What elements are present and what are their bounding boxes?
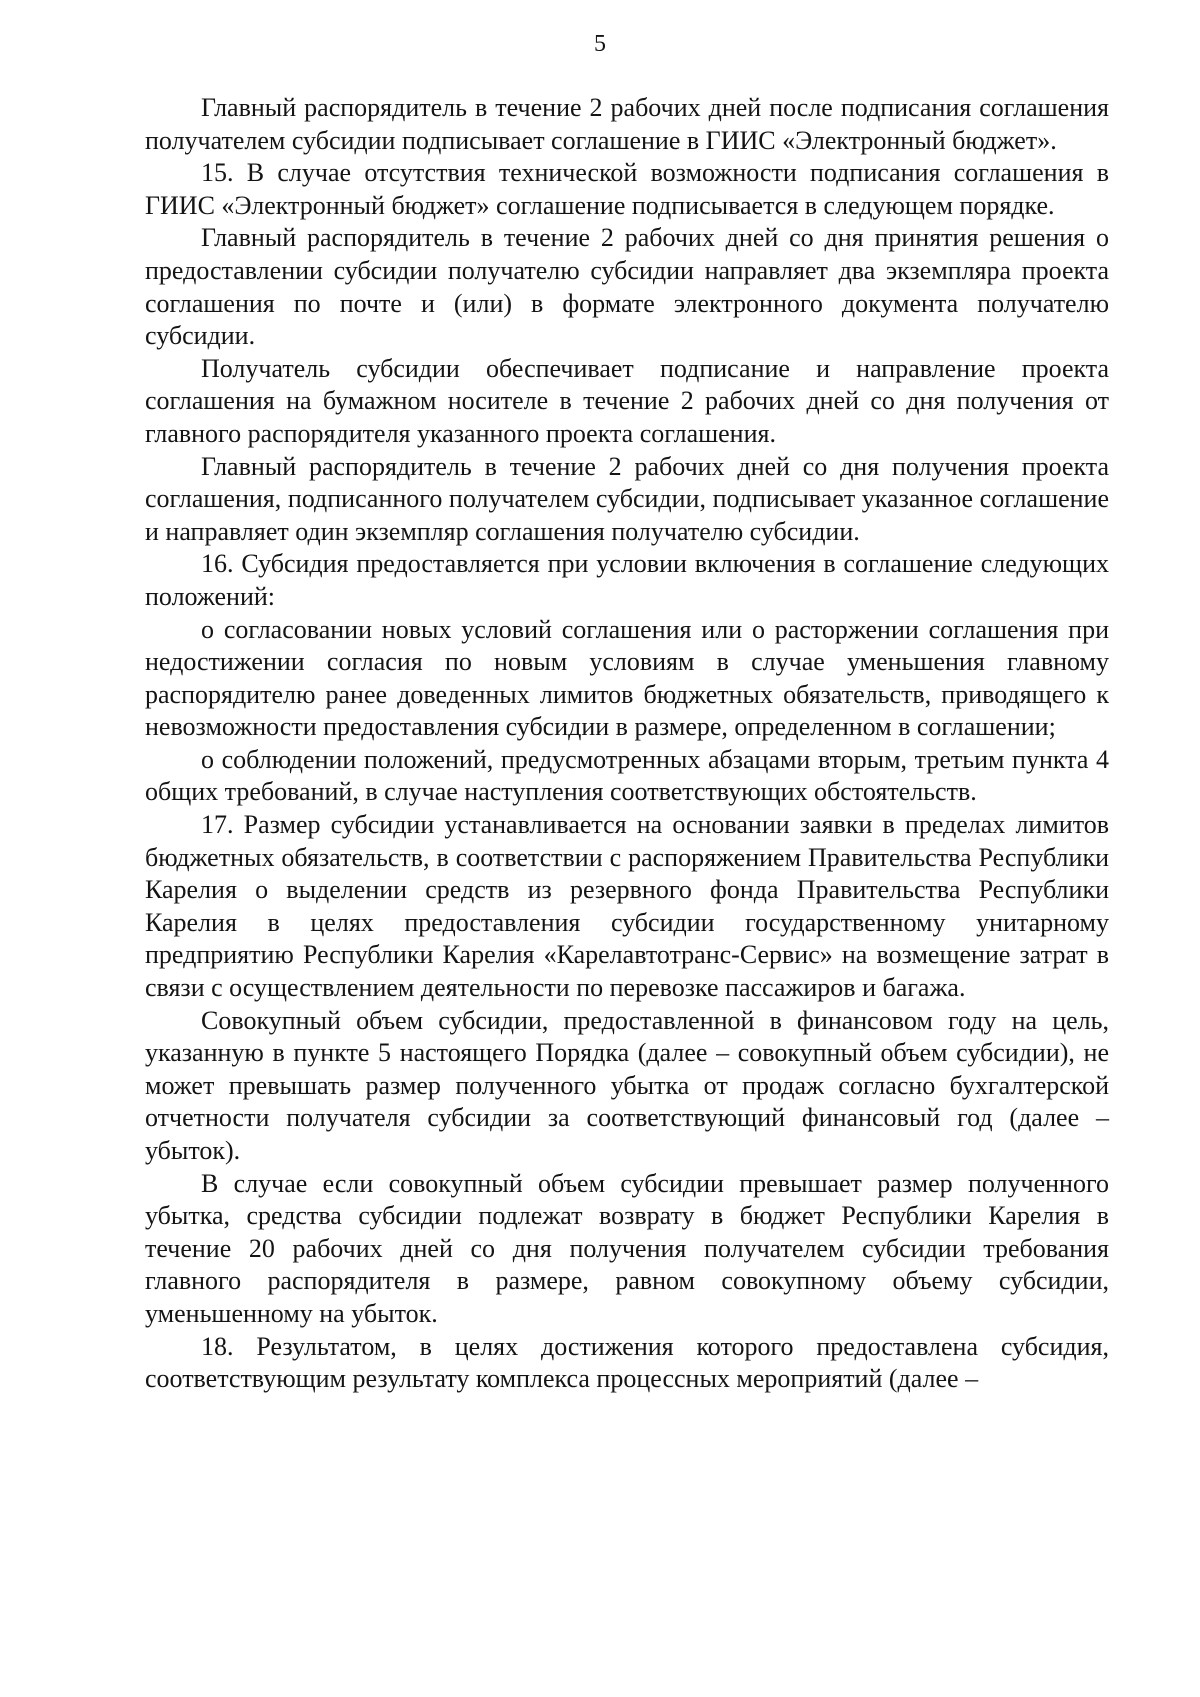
paragraph-draft-sent: Главный распорядитель в течение 2 рабочих дней со дня принятия решения о предоставлении субсидии получателю субсидии направляет два экземпляра проекта соглашения по почте и (или) в формате электронного документа получателю субсидии. [145, 223, 1109, 351]
paragraph-total-subsidy-limit: Совокупный объем субсидии, предоставленной в финансовом году на цель, указанную в пункте 5 настоящего Порядка (далее – совокупный объем субсидии), не может превышать размер полученного убытка от продаж согласно бухгалтерской отчетности получателя субсидии за соответствующий финансовый год (далее – убыток). [145, 1005, 1109, 1165]
document-body [145, 92, 1109, 1396]
paragraph-item-15: 15. В случае отсутствия технической возможности подписания соглашения в ГИИС «Электронный бюджет» соглашение подписывается в следующем порядке. [145, 158, 1109, 220]
paragraph-manager-returns-copy: Главный распорядитель в течение 2 рабочих дней со дня получения проекта соглашения, подписанного получателем субсидии, подписывает указанное соглашение и направляет один экземпляр соглашения получателю субсидии. [145, 451, 1109, 546]
paragraph-item-16: 16. Субсидия предоставляется при условии включения в соглашение следующих положений: [145, 549, 1109, 611]
paragraph-item-18: 18. Результатом, в целях достижения которого предоставлена субсидия, соответствующим результату комплекса процессных мероприятий (далее – [145, 1331, 1109, 1394]
paragraph-new-terms-provision: о согласовании новых условий соглашения или о расторжении соглашения при недостижении согласия по новым условиям в случае уменьшения главному распорядителю ранее доведенных лимитов бюджетных обязательств, приводящего к невозможности предоставления субсидии в размере, определенном в соглашении; [145, 614, 1109, 742]
paragraph-compliance-provision: о соблюдении положений, предусмотренных абзацами вторым, третьим пункта 4 общих требований, в случае наступления соответствующих обстоятельств. [145, 744, 1109, 807]
paragraph-recipient-signs: Получатель субсидии обеспечивает подписание и направление проекта соглашения на бумажном носителе в течение 2 рабочих дней со дня получения от главного распорядителя указанного проекта соглашения. [145, 353, 1109, 448]
paragraph-item-17: 17. Размер субсидии устанавливается на основании заявки в пределах лимитов бюджетных обязательств, в соответствии с распоряжением Правительства Республики Карелия о выделении средств из резервного фонда Правительства Республики Карелия в целях предоставления субсидии государственному унитарному предприятию Республики Карелия «Карелавтотранс-Сервис» на возмещение затрат в связи с осуществлением деятельности по перевозке пассажиров и багажа. [145, 810, 1109, 1003]
paragraph-excess-refund: В случае если совокупный объем субсидии превышает размер полученного убытка, средства субсидии подлежат возврату в бюджет Республики Карелия в течение 20 рабочих дней со дня получения получателем субсидии требования главного распорядителя в размере, равном совокупному объему субсидии, уменьшенному на убыток. [145, 1168, 1109, 1328]
page-number: 5 [594, 31, 606, 57]
paragraph-main-manager-signs: Главный распорядитель в течение 2 рабочих дней после подписания соглашения получателем субсидии подписывает соглашение в ГИИС «Электронный бюджет». [145, 93, 1109, 155]
